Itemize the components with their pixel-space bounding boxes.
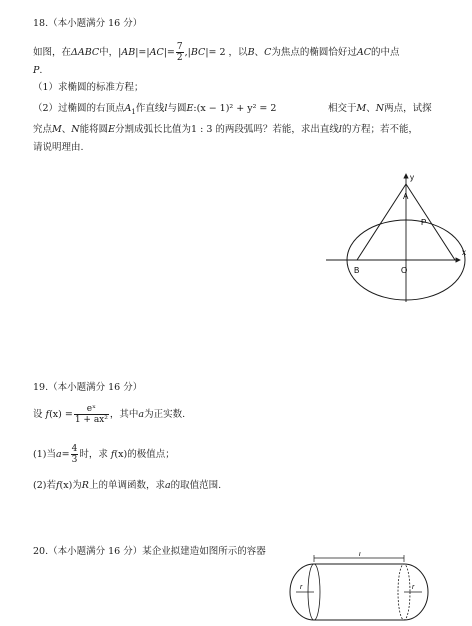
right-radius-label: r <box>412 584 415 591</box>
q18-stem-line2: P. <box>33 65 43 76</box>
point-p-label: P <box>421 218 427 227</box>
q18-heading: 18.（本小题满分 16 分） <box>33 18 143 29</box>
q18-part2-line1: （2）过椭圆的右顶点$A_1$作直线l与圆E:(x − 1)² + y² = 2 <box>33 103 277 116</box>
q19-heading: 19.（本小题满分 16 分） <box>33 382 143 393</box>
q20-heading: 20.（本小题满分 16 分）某企业拟建造如图所示的容器 <box>33 546 266 557</box>
length-label: l <box>359 552 361 558</box>
point-b-label: B <box>354 266 360 275</box>
q18-part2-line2: 究点M、N能将圆E分割成弧长比值为1 : 3 的两段弧吗？若能，求出直线l的方程；若不能， <box>33 124 418 135</box>
origin-label: O <box>401 266 408 275</box>
q19-stem: 设 f(x) = $\frac{\text{eˣ}}{\text{1 + ax²}}$ ，其中a为正实数. <box>33 404 186 425</box>
fraction-four-thirds: $\frac{4}{3}$ <box>71 444 78 465</box>
capsule-container-figure <box>286 552 436 624</box>
q18-part1: （1）求椭圆的标准方程； <box>33 82 144 93</box>
point-a-label: A <box>403 192 409 201</box>
fraction-fx: $\frac{\text{eˣ}}{\text{1 + ax²}}$ <box>74 404 108 425</box>
left-radius-label: r <box>300 584 303 591</box>
q18-stem-line1: 如图，在ΔABC中，|AB|=|AC|= $\frac{7}{2}$ ,|BC|= 2 ，以B、C为焦点的椭圆恰好过AC的中点 <box>33 42 400 63</box>
q18-part2-line1-tail: 相交于M、N两点，试探 <box>328 103 432 114</box>
ellipse-triangle-figure <box>320 168 470 308</box>
fraction-seven-halves: $\frac{7}{2}$ <box>176 42 183 63</box>
x-axis-label: x <box>462 248 466 257</box>
q19-part1: (1)当a= $\frac{4}{3}$ 时，求 f(x)的极值点； <box>33 444 175 465</box>
q18-part2-line3: 请说明理由. <box>33 142 84 153</box>
q19-part2: (2)若f(x)为R上的单调函数，求a的取值范围. <box>33 480 222 491</box>
y-axis-label: y <box>410 173 414 182</box>
